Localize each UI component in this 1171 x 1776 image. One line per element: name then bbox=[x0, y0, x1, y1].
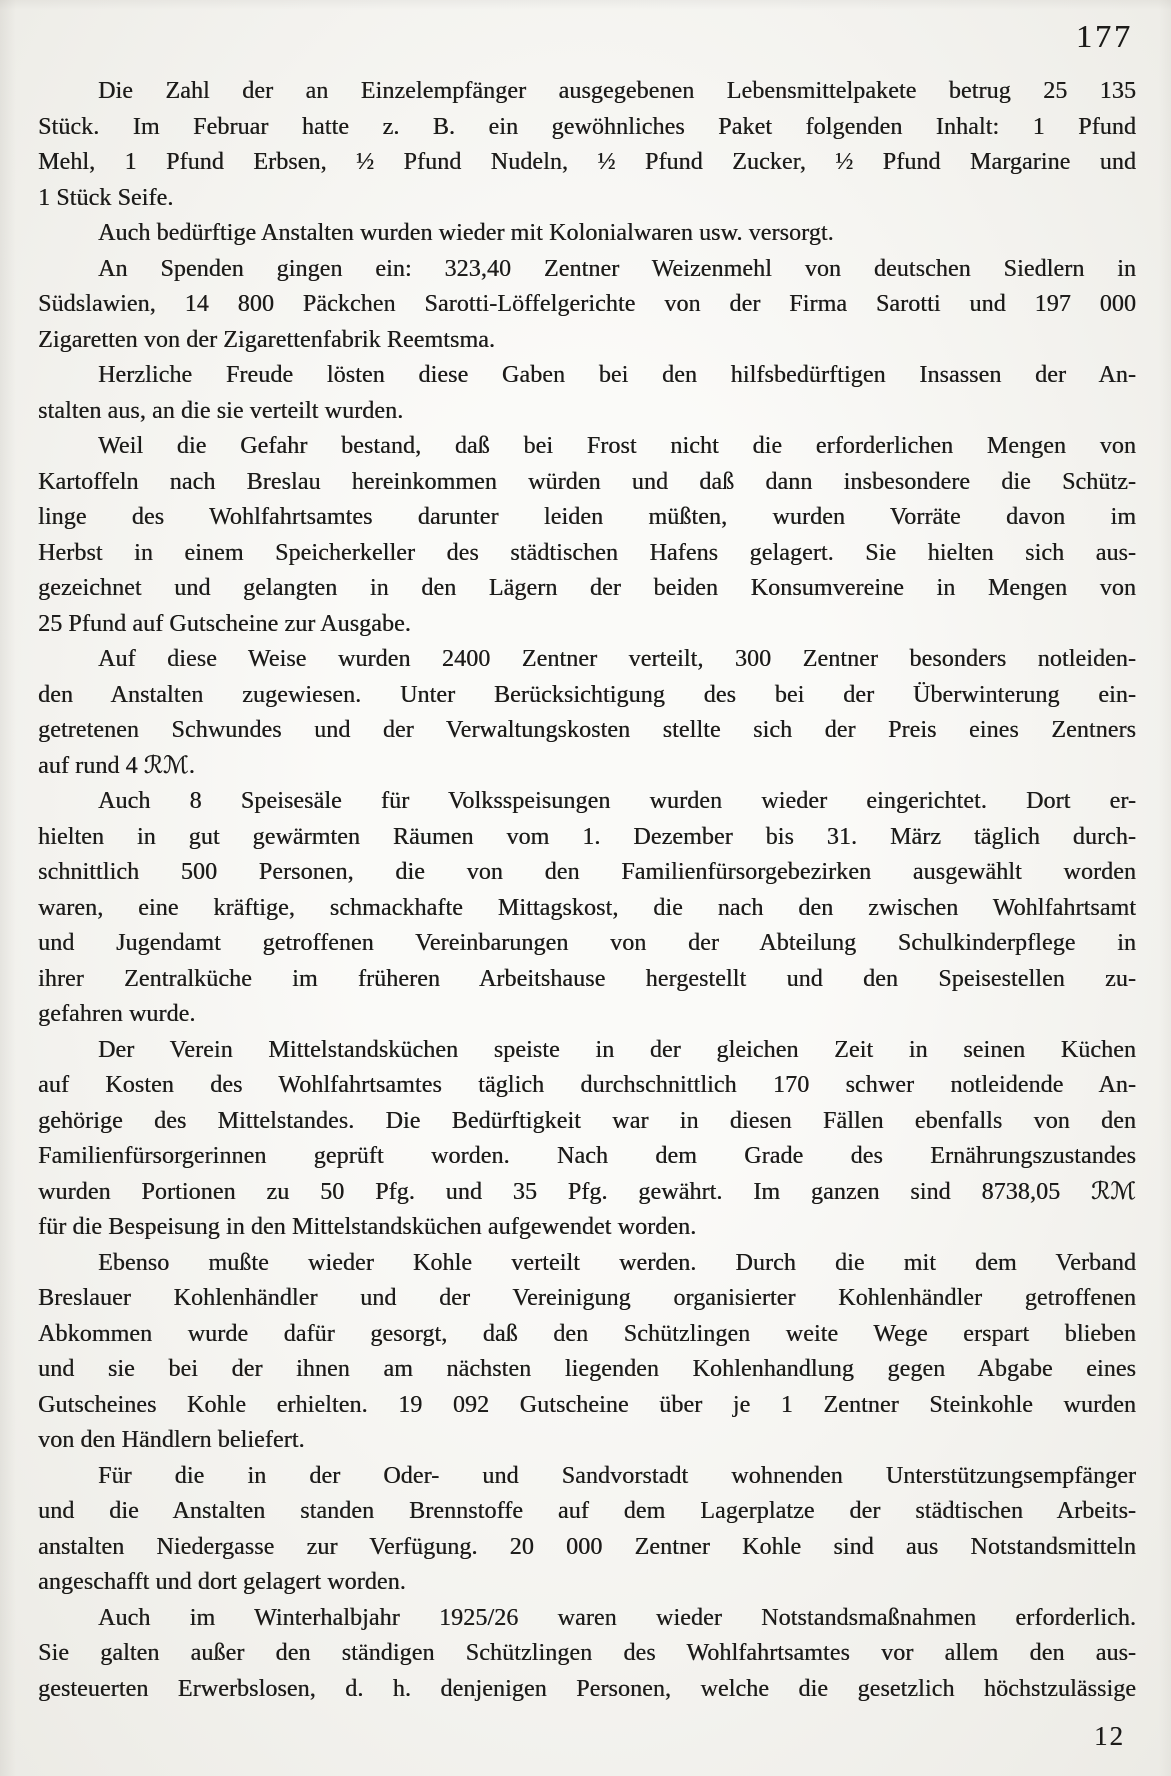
text-line: Auch 8 Speisesäle für Volksspeisungen wurden wieder eingerichtet. Dort er- bbox=[98, 788, 1136, 814]
text-line: linge des Wohlfahrtsamtes darunter leiden müßten, wurden Vorräte davon im bbox=[38, 504, 1136, 530]
text-line: ihrer Zentralküche im früheren Arbeitshause hergestellt und den Speisestellen zu- bbox=[38, 965, 1136, 992]
text-line: Mehl, 1 Pfund Erbsen, ½ Pfund Nudeln, ½ Pfund Zucker, ½ Pfund Margarine und bbox=[38, 149, 1136, 175]
text-line: hielten in gut gewärmten Räumen vom 1. Dezember bis 31. März täglich durch- bbox=[38, 823, 1136, 850]
text-line: schnittlich 500 Personen, die von den Familienfürsorgebezirken ausgewählt worden bbox=[38, 859, 1136, 885]
text-line: und die Anstalten standen Brennstoffe auf dem Lagerplatze der städtischen Arbeits- bbox=[38, 1498, 1136, 1524]
text-line: gezeichnet und gelangten in den Lägern der beiden Konsumvereine in Mengen von bbox=[38, 575, 1136, 601]
text-line: stalten aus, an die sie verteilt wurden. bbox=[38, 397, 404, 424]
page-number: 177 bbox=[1076, 18, 1133, 54]
text-line: Auch im Winterhalbjahr 1925/26 waren wieder Notstandsmaßnahmen erforderlich. bbox=[98, 1604, 1136, 1631]
text-line: Weil die Gefahr bestand, daß bei Frost nicht die erforderlichen Mengen von bbox=[98, 433, 1136, 459]
text-line: gefahren wurde. bbox=[38, 1001, 196, 1027]
text-line: waren, eine kräftige, schmackhafte Mittagskost, die nach den zwischen Wohlfahrtsamt bbox=[38, 894, 1136, 921]
text-line: gehörige des Mittelstandes. Die Bedürftigkeit war in diesen Fällen ebenfalls von den bbox=[38, 1107, 1136, 1134]
text-line: Familienfürsorgerinnen geprüft worden. Nach dem Grade des Ernährungszustandes bbox=[38, 1143, 1136, 1169]
text-line: 25 Pfund auf Gutscheine zur Ausgabe. bbox=[38, 610, 411, 637]
text-line: Herbst in einem Speicherkeller des städtischen Hafens gelagert. Sie hielten sich aus- bbox=[38, 539, 1136, 566]
page-text bbox=[38, 74, 1136, 1707]
text-line: Herzliche Freude lösten diese Gaben bei den hilfsbedürftigen Insassen der An- bbox=[98, 362, 1136, 388]
text-line: Abkommen wurde dafür gesorgt, daß den Schützlingen weite Wege erspart blieben bbox=[38, 1320, 1136, 1347]
text-line: Stück. Im Februar hatte z. B. ein gewöhnliches Paket folgenden Inhalt: 1 Pfund bbox=[38, 113, 1136, 140]
text-line: Gutscheines Kohle erhielten. 19 092 Gutscheine über je 1 Zentner Steinkohle wurden bbox=[38, 1391, 1136, 1418]
text-line: Für die in der Oder- und Sandvorstadt wohnenden Unterstützungsempfänger bbox=[98, 1462, 1136, 1489]
text-line: Der Verein Mittelstandsküchen speiste in der gleichen Zeit in seinen Küchen bbox=[98, 1036, 1136, 1063]
text-line: und Jugendamt getroffenen Vereinbarungen von der Abteilung Schulkinderpflege in bbox=[38, 930, 1136, 956]
text-line: 1 Stück Seife. bbox=[38, 184, 174, 211]
signature-mark: 12 bbox=[1094, 1721, 1125, 1751]
text-line: wurden Portionen zu 50 Pfg. und 35 Pfg. gewährt. Im ganzen sind 8738,05 ℛℳ bbox=[38, 1178, 1136, 1205]
text-line: Südslawien, 14 800 Päckchen Sarotti-Löffelgerichte von der Firma Sarotti und 197 000 bbox=[38, 291, 1136, 317]
text-line: gesteuerten Erwerbslosen, d. h. denjenigen Personen, welche die gesetzlich höchstzulässige bbox=[38, 1675, 1136, 1702]
text-line: Sie galten außer den ständigen Schützlingen des Wohlfahrtsamtes vor allem den aus- bbox=[38, 1640, 1136, 1666]
text-line: auf Kosten des Wohlfahrtsamtes täglich durchschnittlich 170 schwer notleidende An- bbox=[38, 1072, 1136, 1098]
text-line: Zigaretten von der Zigarettenfabrik Reemtsma. bbox=[38, 326, 495, 353]
text-line: Auch bedürftige Anstalten wurden wieder mit Kolonialwaren usw. versorgt. bbox=[98, 220, 834, 246]
text-line: auf rund 4 ℛℳ. bbox=[38, 752, 195, 779]
text-line: angeschafft und dort gelagert worden. bbox=[38, 1569, 406, 1595]
text-line: anstalten Niedergasse zur Verfügung. 20 000 Zentner Kohle sind aus Notstandsmitteln bbox=[38, 1533, 1136, 1560]
text-line: Auf diese Weise wurden 2400 Zentner verteilt, 300 Zentner besonders notleiden- bbox=[98, 646, 1136, 672]
text-line: den Anstalten zugewiesen. Unter Berücksichtigung des bei der Überwinterung ein- bbox=[38, 681, 1136, 708]
text-line: und sie bei der ihnen am nächsten liegenden Kohlenhandlung gegen Abgabe eines bbox=[38, 1356, 1136, 1382]
text-line: Die Zahl der an Einzelempfänger ausgegebenen Lebensmittelpakete betrug 25 135 bbox=[98, 78, 1136, 104]
text-line: für die Bespeisung in den Mittelstandsküchen aufgewendet worden. bbox=[38, 1214, 697, 1240]
text-line: An Spenden gingen ein: 323,40 Zentner Weizenmehl von deutschen Siedlern in bbox=[98, 255, 1136, 282]
text-line: von den Händlern beliefert. bbox=[38, 1427, 305, 1453]
text-line: getretenen Schwundes und der Verwaltungskosten stellte sich der Preis eines Zentners bbox=[38, 717, 1136, 743]
text-line: Breslauer Kohlenhändler und der Vereinigung organisierter Kohlenhändler getroffenen bbox=[38, 1285, 1136, 1311]
text-line: Ebenso mußte wieder Kohle verteilt werden. Durch die mit dem Verband bbox=[98, 1249, 1136, 1276]
text-line: Kartoffeln nach Breslau hereinkommen würden und daß dann insbesondere die Schütz- bbox=[38, 468, 1136, 495]
